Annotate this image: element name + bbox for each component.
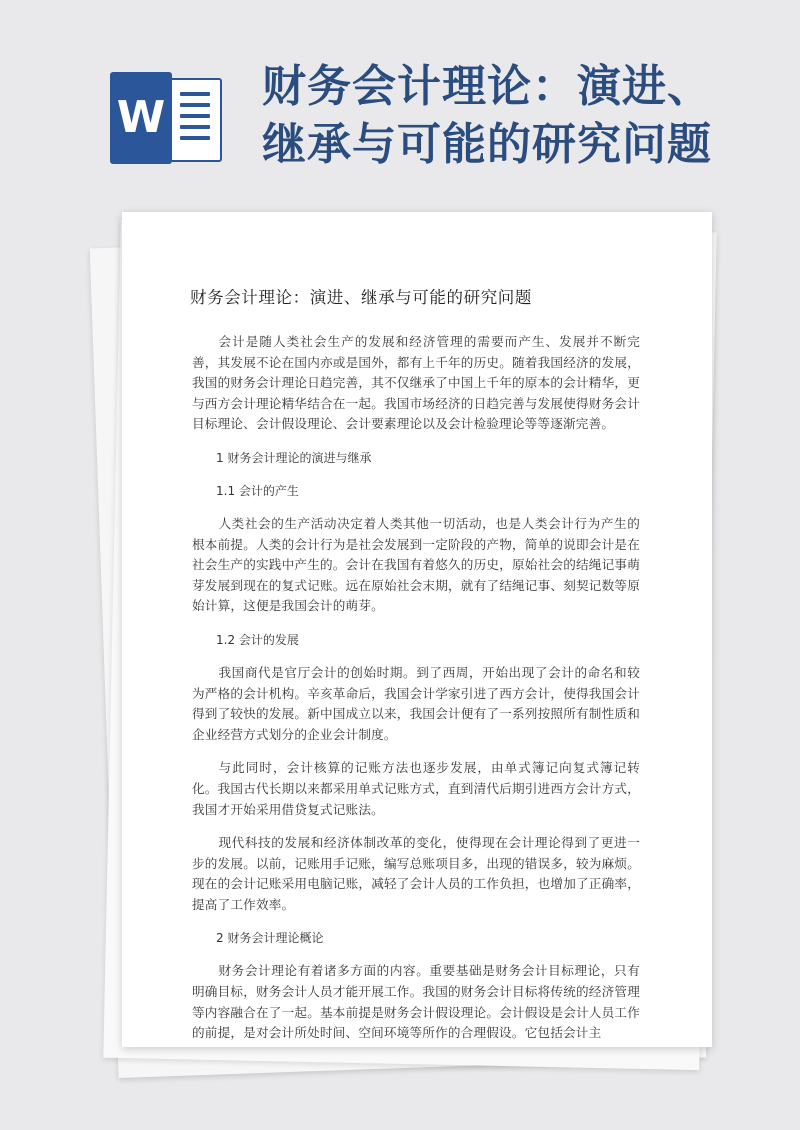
word-icon-line (180, 136, 210, 140)
word-document-icon (110, 72, 222, 164)
paragraph: 人类社会的生产活动决定着人类其他一切活动，也是人类会计行为产生的根本前提。人类的会计行为是社会发展到一定阶段的产物，简单的说即会计是在社会生产的实践中产生的。会计在我国有着悠久的历史，原始社会的结绳记事萌芽发展到现在的复式记账。远在原始社会末期，就有了结绳记事、刻契记数等原始计算，这便是我国会计的萌芽。 (192, 515, 640, 614)
paragraph: 会计是随人类社会生产的发展和经济管理的需要而产生、发展并不断完善，其发展不论在国内亦或是国外，都有上千年的历史。随着我国经济的发展，我国的财务会计理论日趋完善，其不仅继承了中国上千年的原本的会计精华，更与西方会计理论精华结合在一起。我国市场经济的日趋完善与发展使得财务会计目标理论、会计假设理论、会计要素理论以及会计检验理论等等逐渐完善。 (192, 334, 640, 432)
section-heading: 1.1 会计的产生 (216, 483, 299, 498)
paragraph: 现代科技的发展和经济体制改革的变化，使得现在会计理论得到了更进一步的发展。以前，记账用手记账，编写总账项目多，出现的错误多，较为麻烦。现在的会计记账采用电脑记账，减轻了会计人员的工作负担，也增加了正确率，提高了工作效率。 (192, 835, 640, 912)
paragraph: 财务会计理论有着诸多方面的内容。重要基础是财务会计目标理论，只有明确目标，财务会计人员才能开展工作。我国的财务会计目标将传统的经济管理等内容融合在了一起。基本前提是财务会计假设理论。会计假设是会计人员工作的前提，是对会计所处时间、空间环境等所作的合理假设。它包括会计主 (192, 963, 640, 1041)
banner-title-line-1: 财务会计理论：演进、 (262, 61, 712, 112)
word-icon-line (180, 92, 210, 96)
banner (0, 0, 800, 205)
section-heading: 1 财务会计理论的演进与继承 (216, 450, 372, 465)
paragraph: 我国商代是官厅会计的创始时期。到了西周，开始出现了会计的命名和较为严格的会计机构。辛亥革命后，我国会计学家引进了西方会计，使得我国会计得到了较快的发展。新中国成立以来，我国会计便有了一系列按照所有制性质和企业经营方式划分的企业会计制度。 (192, 664, 640, 742)
word-icon-line (180, 103, 210, 107)
paragraph: 与此同时，会计核算的记账方法也逐步发展，由单式簿记向复式簿记转化。我国古代长期以来都采用单式记账方式，直到清代后期引进西方会计方式，我国才开始采用借贷复式记账法。 (192, 760, 640, 817)
word-icon-tile: W (110, 72, 172, 164)
word-icon-line (180, 125, 210, 129)
document-body (192, 332, 640, 1047)
word-icon-line (180, 114, 210, 118)
banner-title (262, 58, 782, 174)
section-heading: 1.2 会计的发展 (216, 632, 299, 647)
document-page (122, 212, 712, 1047)
section-heading: 2 财务会计理论概论 (216, 931, 324, 946)
document-title: 财务会计理论：演进、继承与可能的研究问题 (190, 288, 532, 307)
banner-title-line-2: 继承与可能的研究问题 (262, 119, 712, 170)
